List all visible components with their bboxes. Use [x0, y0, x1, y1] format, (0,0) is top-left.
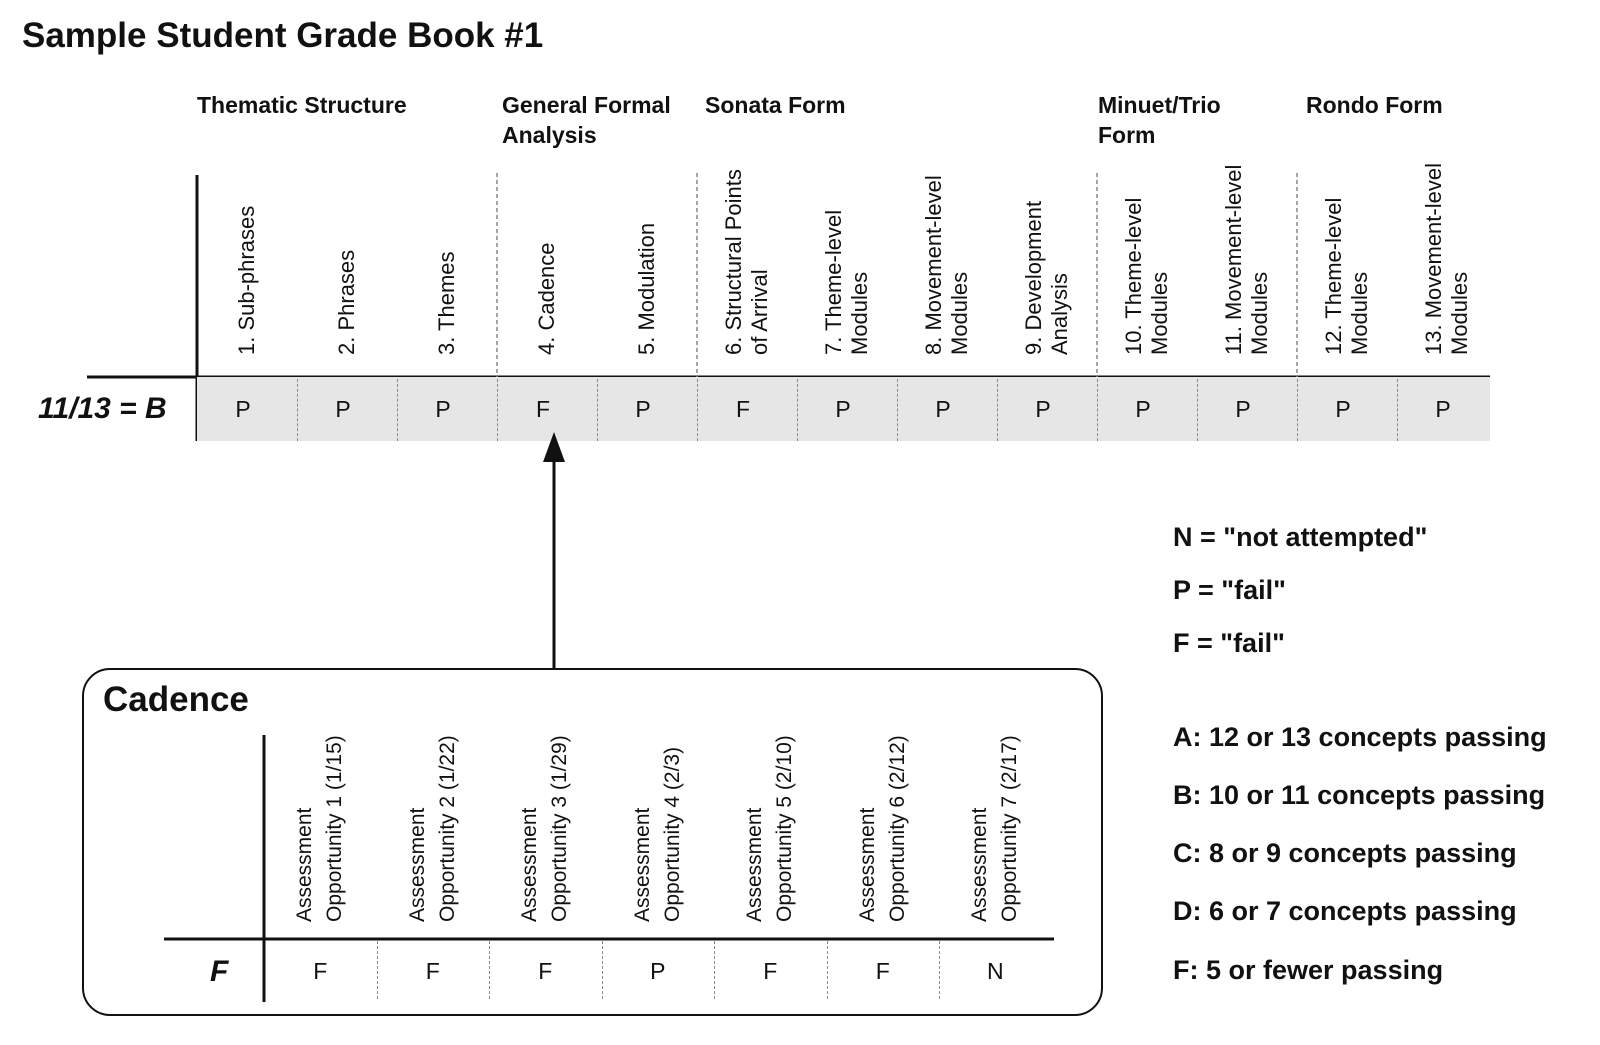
concept-grade-cell: P: [1235, 396, 1251, 422]
opportunity-header: Assessment Opportunity 7 (2/17): [968, 735, 1022, 922]
group-header-rondo-form: Rondo Form: [1306, 92, 1443, 118]
page-title: Sample Student Grade Book #1: [22, 16, 544, 55]
concept-grade-cell: P: [235, 396, 251, 422]
concept-grade-cell: P: [835, 396, 851, 422]
grading-scale-entry: F: 5 or fewer passing: [1173, 955, 1444, 985]
legend-code: N = "not attempted": [1173, 522, 1428, 552]
group-header-sonata-form: Sonata Form: [705, 92, 846, 118]
concept-grade-cell: P: [1035, 396, 1051, 422]
concept-header: 11. Movement-level Modules: [1221, 164, 1272, 355]
concept-header: 6. Structural Points of Arrival: [721, 169, 772, 355]
concept-grade-cell: P: [1435, 396, 1451, 422]
concept-grade-cell: F: [735, 396, 751, 422]
legend-code: F = "fail": [1173, 628, 1285, 658]
grading-scale-entry: B: 10 or 11 concepts passing: [1173, 780, 1546, 810]
concept-grade-cell: P: [1335, 396, 1351, 422]
opportunity-header: Assessment Opportunity 2 (1/22): [405, 735, 459, 922]
group-header-minuet-trio-form: Minuet/Trio Form: [1098, 92, 1221, 148]
opportunity-grade-cell: F: [763, 958, 778, 984]
legend-code: P = "fail": [1173, 575, 1286, 605]
opportunity-grade-cell: F: [313, 958, 328, 984]
concept-header: 1. Sub-phrases: [234, 205, 259, 355]
concept-header: 12. Theme-level Modules: [1321, 197, 1372, 355]
concept-header: 4. Cadence: [534, 242, 559, 355]
opportunity-grade-cell: P: [650, 958, 666, 984]
overall-grade-summary: 11/13 = B: [38, 392, 167, 425]
concept-header: 3. Themes: [434, 251, 459, 355]
cadence-summary-grade: F: [210, 955, 229, 988]
concept-grade-cell: P: [935, 396, 951, 422]
concept-header: 7. Theme-level Modules: [821, 209, 872, 355]
opportunity-grade-cell: F: [875, 958, 890, 984]
grading-scale-entry: A: 12 or 13 concepts passing: [1173, 722, 1547, 752]
opportunity-header: Assessment Opportunity 1 (1/15): [293, 735, 347, 922]
opportunity-header: Assessment Opportunity 6 (2/12): [855, 735, 909, 922]
concept-header: 8. Movement-level Modules: [921, 175, 972, 355]
opportunity-grade-cell: F: [425, 958, 440, 984]
concept-grade-cell: P: [1135, 396, 1151, 422]
grading-scale-entry: D: 6 or 7 concepts passing: [1173, 896, 1517, 926]
opportunity-header: Assessment Opportunity 3 (1/29): [518, 735, 572, 922]
concept-grade-cell: P: [435, 396, 451, 422]
concept-header: 10. Theme-level Modules: [1121, 197, 1172, 355]
concept-grade-cell: P: [635, 396, 651, 422]
group-header-general-formal-analysis: General Formal Analysis: [502, 92, 671, 148]
opportunity-grade-cell: N: [986, 958, 1004, 984]
concept-header: 9. Development Analysis: [1021, 200, 1072, 355]
opportunity-grade-cell: F: [538, 958, 553, 984]
concept-header: 13. Movement-level Modules: [1421, 163, 1472, 355]
opportunity-header: Assessment Opportunity 4 (2/3): [630, 746, 684, 922]
concept-header: 5. Modulation: [634, 222, 659, 355]
group-header-thematic-structure: Thematic Structure: [197, 92, 407, 118]
opportunity-header: Assessment Opportunity 5 (2/10): [743, 735, 797, 922]
grading-scale-entry: C: 8 or 9 concepts passing: [1173, 838, 1517, 868]
cadence-panel-title: Cadence: [103, 680, 249, 719]
concept-grade-cell: F: [535, 396, 551, 422]
concept-header: 2. Phrases: [334, 249, 359, 355]
concept-grade-cell: P: [335, 396, 351, 422]
